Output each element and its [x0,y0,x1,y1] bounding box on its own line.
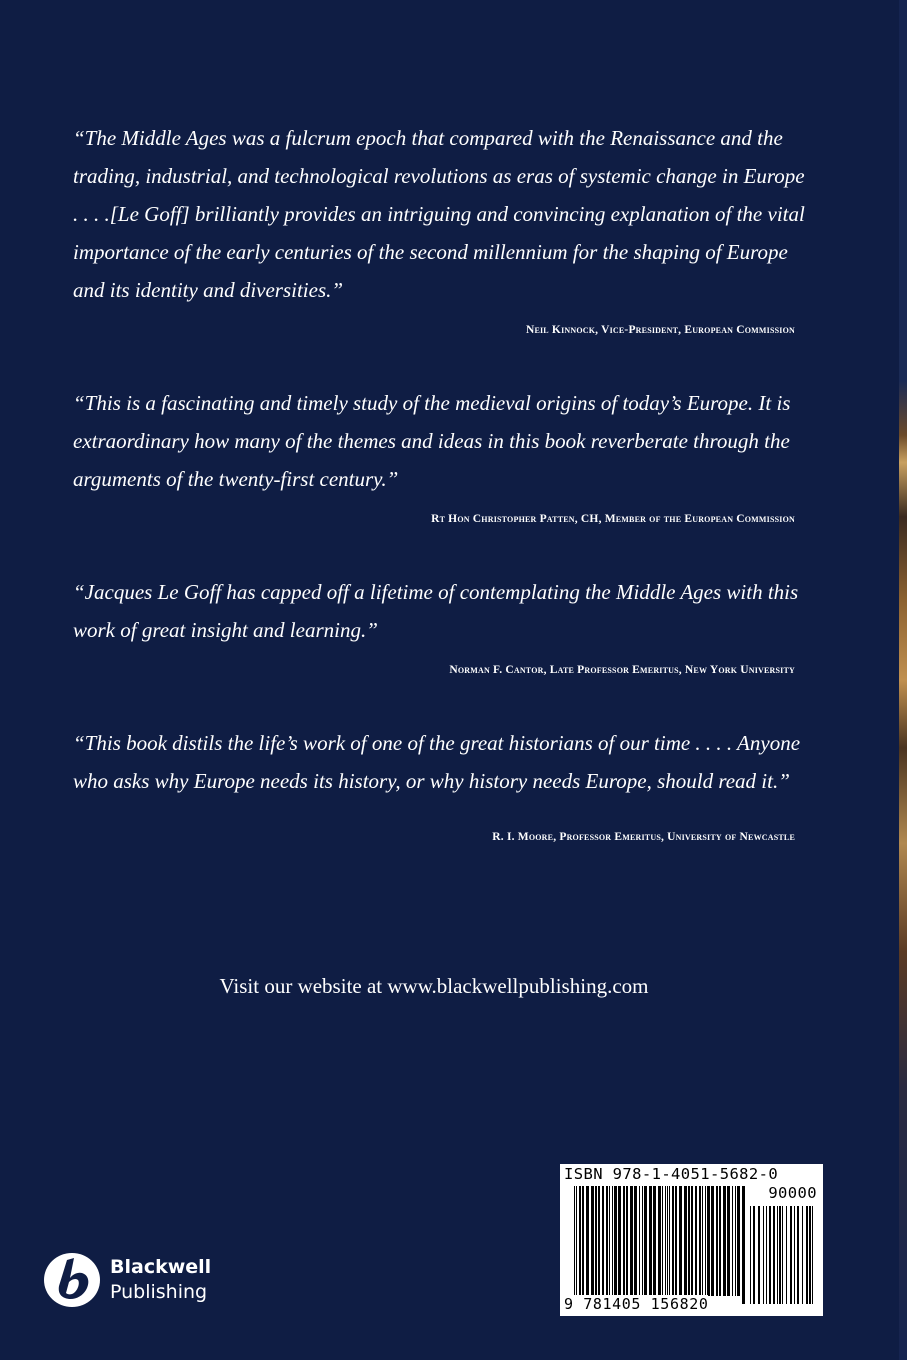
barcode-bar [618,1186,621,1296]
barcode-addon-bar [766,1206,767,1304]
barcode-addon-bar [794,1206,795,1304]
barcode-bar [732,1186,733,1296]
barcode-bar [719,1186,721,1296]
barcode-bar [595,1186,597,1296]
barcode-bar [691,1186,693,1296]
barcode-bar [699,1186,701,1296]
barcode-bar [574,1186,575,1304]
barcode-bar [675,1186,677,1296]
barcode-bar [612,1186,613,1296]
barcode-bar [579,1186,581,1296]
barcode-addon-bar [786,1206,787,1304]
barcode-bar [723,1186,726,1296]
website-line[interactable]: Visit our website at www.blackwellpublishing.com [219,974,649,998]
price-code-text: 90000 [768,1184,817,1202]
barcode-addon-bar [802,1206,803,1304]
barcode-bar [684,1186,687,1296]
barcode-bar [669,1186,670,1296]
barcode-bar [630,1186,633,1296]
barcode-bar [634,1186,637,1296]
barcode-bar [727,1186,730,1296]
barcode-bar [606,1186,608,1296]
barcode-bar [614,1186,617,1296]
barcode-bar [707,1186,710,1296]
barcode-addon-bar [750,1206,751,1304]
quote-moore: “This book distils the life’s work of one of the great historians of our time . . . . Anyone who asks why Europe needs its history, or why history needs Europe, should read it.” [73,731,801,793]
barcode-bar [642,1186,643,1296]
attribution-moore: R. I. Moore, Professor Emeritus, University of Newcastle [492,831,795,843]
quote-cantor: “Jacques Le Goff has capped off a lifetime of contemplating the Middle Ages with this work of great insight and learning.” [73,580,799,642]
cover-art-edge [899,0,907,1360]
barcode-addon-bar [782,1206,783,1304]
publisher-wordmark [110,1255,211,1305]
blackwell-logo-icon [43,1252,101,1308]
barcode-panel [560,1164,823,1316]
barcode-bar [658,1186,661,1304]
attribution-kinnock: Neil Kinnock, Vice-President, European Commission [525,324,795,336]
barcode-addon-bar [773,1206,775,1304]
barcode-addon-bar [758,1206,760,1304]
barcode-bar [665,1186,666,1296]
barcode-bar [591,1186,594,1296]
barcode-bar [644,1186,647,1296]
barcode-addon-bar [806,1206,808,1304]
barcode-bar [705,1186,706,1296]
barcode-bar [672,1186,674,1296]
barcode-addon-bar [779,1206,781,1304]
barcode-addon-bar [797,1206,799,1304]
barcode-addon-bar [763,1206,764,1304]
barcode-bar [649,1186,652,1296]
barcode-bar [711,1186,714,1296]
barcode-addon-bar [790,1206,792,1304]
barcode-addon-bar [777,1206,778,1304]
barcode-bar [598,1186,600,1296]
attribution-patten: Rt Hon Christopher Patten, CH, Member of the European Commission [431,513,795,525]
barcode-bar [653,1186,656,1296]
publisher-name-line1: Blackwell [110,1256,212,1278]
barcode-bar [623,1186,625,1296]
barcode-addon-bar [753,1206,755,1304]
quote-patten: “This is a fascinating and timely study of the medieval origins of today’s Europe. It is extraordinary how many of the themes and ideas in this book reverberate through the arguments of the twenty-first century.” [73,391,791,491]
barcode-addon-bar [809,1206,811,1304]
barcode-bar [716,1186,718,1296]
barcode-addon-bar [812,1206,813,1304]
barcode-bar [609,1186,610,1296]
barcode-bar [586,1186,589,1296]
barcode-bar [679,1186,682,1296]
quote-kinnock: “The Middle Ages was a fulcrum epoch that compared with the Renaissance and the trading, industrial, and technological revolutions as eras of systemic change in Europe . . . .[Le Goff] brilliantly provides an intriguing and convincing explanation of the vital importance of the early centuries of the second millennium for the shaping of Europe and its identity and diversities.” [73,126,805,302]
barcode-bar [662,1186,663,1304]
barcode-bar [695,1186,697,1296]
barcode-bar [688,1186,690,1296]
barcode-bar [582,1186,584,1296]
attribution-cantor: Norman F. Cantor, Late Professor Emeritus, New York University [449,664,795,676]
publisher-name-line2: Publishing [110,1281,208,1303]
barcode-bar [735,1186,736,1296]
barcode-bar [667,1186,668,1296]
barcode-addon-bar [769,1206,771,1304]
barcode-bar [702,1186,703,1296]
isbn-text: ISBN 978-1-4051-5682-0 [564,1165,779,1183]
ean-digits-text: 9 781405 156820 [564,1295,709,1313]
barcode-bar [602,1186,604,1296]
barcode-bar [576,1186,577,1304]
barcode-bar [742,1186,745,1304]
barcode-bar [626,1186,628,1296]
barcode-bar [639,1186,640,1296]
barcode-bar [737,1186,740,1296]
